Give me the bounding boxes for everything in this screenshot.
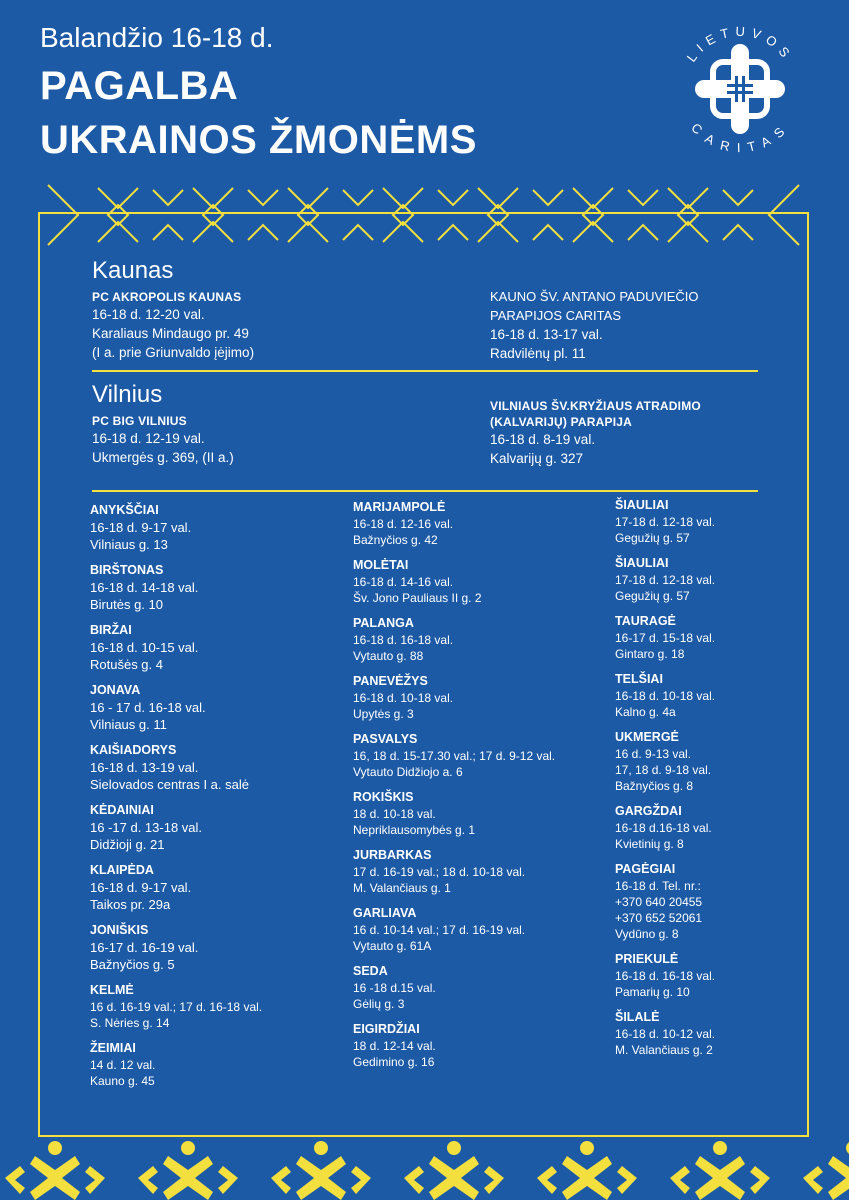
town-detail: Vilniaus g. 11: [90, 717, 167, 732]
town-name: MOLĖTAI: [353, 558, 409, 572]
town-detail: 16-17 d. 15-18 val.: [615, 631, 716, 645]
vilnius-section: [92, 381, 422, 467]
town-detail: Pamarių g. 10: [615, 985, 690, 999]
town-name: KAIŠIADORYS: [90, 743, 177, 757]
town-entry: [353, 614, 603, 664]
town-detail: Birutės g. 10: [90, 597, 163, 612]
town-detail: M. Valančiaus g. 2: [615, 1043, 713, 1057]
caritas-cross-icon: [695, 44, 785, 134]
location-address: Radvilėnų pl. 11: [490, 346, 586, 361]
city-title-vilnius: Vilnius: [92, 381, 163, 408]
town-detail: 16 -17 d. 13-18 val.: [90, 820, 203, 835]
town-entry: [615, 802, 815, 852]
location-name-cont: (KALVARIJŲ) PARAPIJA: [490, 415, 633, 429]
location-name: KAUNO ŠV. ANTANO PADUVIEČIO: [490, 289, 699, 304]
town-name: JONIŠKIS: [90, 923, 149, 937]
town-name: BIRŠTONAS: [90, 563, 164, 577]
town-detail: 16-18 d. 14-16 val.: [353, 575, 454, 589]
bottom-ornament: [0, 1138, 849, 1200]
town-detail: 16-18 d. 9-17 val.: [90, 880, 192, 895]
town-name: ŠIAULIAI: [615, 498, 669, 512]
town-name: ANYKŠČIAI: [90, 503, 159, 517]
location-time: 16-18 d. 12-19 val.: [92, 431, 205, 446]
divider: [92, 490, 758, 492]
location-name: VILNIAUS ŠV.KRYŽIAUS ATRADIMO: [490, 399, 701, 413]
town-name: KLAIPĖDA: [90, 863, 154, 877]
location-name-cont: PARAPIJOS CARITAS: [490, 308, 621, 323]
town-detail: 16 d. 10-14 val.; 17 d. 16-19 val.: [353, 923, 526, 937]
logo-text-top: LIETUVOS: [683, 23, 797, 65]
town-name: PASVALYS: [353, 732, 418, 746]
town-detail: Didžioji g. 21: [90, 837, 165, 852]
town-detail: Bažnyčios g. 42: [353, 533, 438, 547]
town-detail: 16-17 d. 16-19 val.: [90, 940, 199, 955]
town-name: GARLIAVA: [353, 906, 417, 920]
town-entry: [353, 672, 603, 722]
town-detail: 16-18 d.16-18 val.: [615, 821, 712, 835]
town-name: MARIJAMPOLĖ: [353, 500, 446, 514]
town-detail: Kvietinių g. 8: [615, 837, 684, 851]
town-entry: [90, 741, 340, 793]
town-entry: [353, 788, 603, 838]
town-detail: Gegužių g. 57: [615, 589, 690, 603]
towns-column-3: [615, 496, 815, 1066]
town-detail: 16-18 d. Tel. nr.:: [615, 879, 701, 893]
town-detail: 18 d. 12-14 val.: [353, 1039, 436, 1053]
town-detail: M. Valančiaus g. 1: [353, 881, 451, 895]
town-detail: Vytauto Didžiojo a. 6: [353, 765, 463, 779]
town-entry: [615, 860, 815, 942]
town-entry: [353, 962, 603, 1012]
town-name: ŽEIMIAI: [90, 1041, 136, 1055]
town-detail: Bažnyčios g. 8: [615, 779, 694, 793]
town-detail: Rotušės g. 4: [90, 657, 163, 672]
town-entry: [353, 846, 603, 896]
town-detail: 17-18 d. 12-18 val.: [615, 515, 716, 529]
location-time: 16-18 d. 13-17 val.: [490, 327, 603, 342]
town-detail: Sielovados centras I a. salė: [90, 777, 249, 792]
town-detail: 16 d. 9-13 val.: [615, 747, 692, 761]
event-date: Balandžio 16-18 d.: [40, 22, 274, 53]
town-detail: 16-18 d. 10-12 val.: [615, 1027, 716, 1041]
town-entry: [90, 561, 340, 613]
town-entry: [615, 612, 815, 662]
town-detail: Bažnyčios g. 5: [90, 957, 175, 972]
town-name: KĖDAINIAI: [90, 803, 154, 817]
kaunas-caritas: [490, 287, 790, 363]
town-detail: Upytės g. 3: [353, 707, 414, 721]
kaunas-section: [92, 257, 422, 362]
town-detail: Taikos pr. 29a: [90, 897, 171, 912]
town-detail: 16-18 d. 16-18 val.: [615, 969, 716, 983]
page-title-line1: PAGALBA: [40, 64, 239, 108]
town-entry: [90, 981, 340, 1031]
town-entry: [353, 904, 603, 954]
town-entry: [90, 681, 340, 733]
town-detail: Kalno g. 4a: [615, 705, 676, 719]
town-name: PANEVĖŽYS: [353, 674, 428, 688]
town-detail: Vydūno g. 8: [615, 927, 679, 941]
town-name: PRIEKULĖ: [615, 952, 679, 966]
town-detail: 16 -18 d.15 val.: [353, 981, 436, 995]
town-detail: Kauno g. 45: [90, 1074, 155, 1088]
town-detail: 16-18 d. 13-19 val.: [90, 760, 199, 775]
towns-column-1: [90, 501, 340, 1097]
town-detail: S. Nėries g. 14: [90, 1016, 170, 1030]
town-detail: 16-18 d. 10-18 val.: [615, 689, 716, 703]
town-entry: [90, 921, 340, 973]
town-detail: 14 d. 12 val.: [90, 1058, 156, 1072]
town-entry: [353, 556, 603, 606]
town-entry: [90, 801, 340, 853]
town-entry: [353, 498, 603, 548]
town-name: BIRŽAI: [90, 623, 132, 637]
town-entry: [615, 496, 815, 546]
town-name: PAGĖGIAI: [615, 862, 676, 876]
town-entry: [353, 730, 603, 780]
location-note: (I a. prie Griunvaldo įėjimo): [92, 345, 255, 360]
town-detail: Šv. Jono Pauliaus II g. 2: [353, 591, 482, 605]
town-name: TELŠIAI: [615, 672, 663, 686]
town-entry: [615, 670, 815, 720]
town-detail: Vytauto g. 61A: [353, 939, 432, 953]
town-entry: [90, 1039, 340, 1089]
town-detail: Gegužių g. 57: [615, 531, 690, 545]
town-name: UKMERGĖ: [615, 730, 679, 744]
town-detail: 16 - 17 d. 16-18 val.: [90, 700, 206, 715]
town-detail: 17 d. 16-19 val.; 18 d. 10-18 val.: [353, 865, 526, 879]
town-name: ŠIAULIAI: [615, 556, 669, 570]
town-detail: 16-18 d. 9-17 val.: [90, 520, 192, 535]
location-address: Ukmergės g. 369, (II a.): [92, 450, 234, 465]
town-detail: Gintaro g. 18: [615, 647, 685, 661]
town-name: GARGŽDAI: [615, 804, 682, 818]
page-title-line2: UKRAINOS ŽMONĖMS: [40, 118, 477, 162]
town-detail: +370 640 20455: [615, 895, 703, 909]
towns-column-2: [353, 498, 603, 1078]
town-name: TAURAGĖ: [615, 614, 676, 628]
town-name: KELMĖ: [90, 983, 134, 997]
divider: [92, 370, 758, 372]
town-detail: 16, 18 d. 15-17.30 val.; 17 d. 9-12 val.: [353, 749, 556, 763]
town-detail: 16 d. 16-19 val.; 17 d. 16-18 val.: [90, 1000, 263, 1014]
town-detail: +370 652 52061: [615, 911, 703, 925]
town-detail: 16-18 d. 12-16 val.: [353, 517, 454, 531]
town-entry: [615, 1008, 815, 1058]
town-entry: [90, 861, 340, 913]
caritas-logo: [665, 14, 815, 164]
town-entry: [353, 1020, 603, 1070]
town-name: JURBARKAS: [353, 848, 432, 862]
location-name: PC BIG VILNIUS: [92, 414, 187, 428]
location-time: 16-18 d. 8-19 val.: [490, 432, 596, 447]
location-time: 16-18 d. 12-20 val.: [92, 307, 205, 322]
logo-text-bottom: CARITAS: [688, 120, 792, 156]
town-entry: [90, 501, 340, 553]
town-detail: Nepriklausomybės g. 1: [353, 823, 476, 837]
town-detail: 17, 18 d. 9-18 val.: [615, 763, 712, 777]
town-detail: Vytauto g. 88: [353, 649, 424, 663]
town-name: JONAVA: [90, 683, 141, 697]
town-detail: Gedimino g. 16: [353, 1055, 435, 1069]
town-name: ROKIŠKIS: [353, 790, 414, 804]
town-name: PALANGA: [353, 616, 414, 630]
town-detail: 16-18 d. 10-15 val.: [90, 640, 199, 655]
town-name: ŠILALĖ: [615, 1010, 660, 1024]
town-name: EIGIRDŽIAI: [353, 1022, 420, 1036]
location-name: PC AKROPOLIS KAUNAS: [92, 290, 242, 304]
town-entry: [615, 950, 815, 1000]
town-detail: 18 d. 10-18 val.: [353, 807, 436, 821]
location-address: Karaliaus Mindaugo pr. 49: [92, 326, 249, 341]
town-detail: 16-18 d. 10-18 val.: [353, 691, 454, 705]
town-detail: 17-18 d. 12-18 val.: [615, 573, 716, 587]
town-detail: Vilniaus g. 13: [90, 537, 168, 552]
town-entry: [615, 728, 815, 794]
location-address: Kalvarijų g. 327: [490, 451, 584, 466]
town-detail: Gėlių g. 3: [353, 997, 405, 1011]
town-entry: [90, 621, 340, 673]
town-name: SEDA: [353, 964, 388, 978]
city-title-kaunas: Kaunas: [92, 257, 174, 284]
town-entry: [615, 554, 815, 604]
vilnius-parish: [490, 398, 790, 468]
town-detail: 16-18 d. 14-18 val.: [90, 580, 199, 595]
town-detail: 16-18 d. 16-18 val.: [353, 633, 454, 647]
